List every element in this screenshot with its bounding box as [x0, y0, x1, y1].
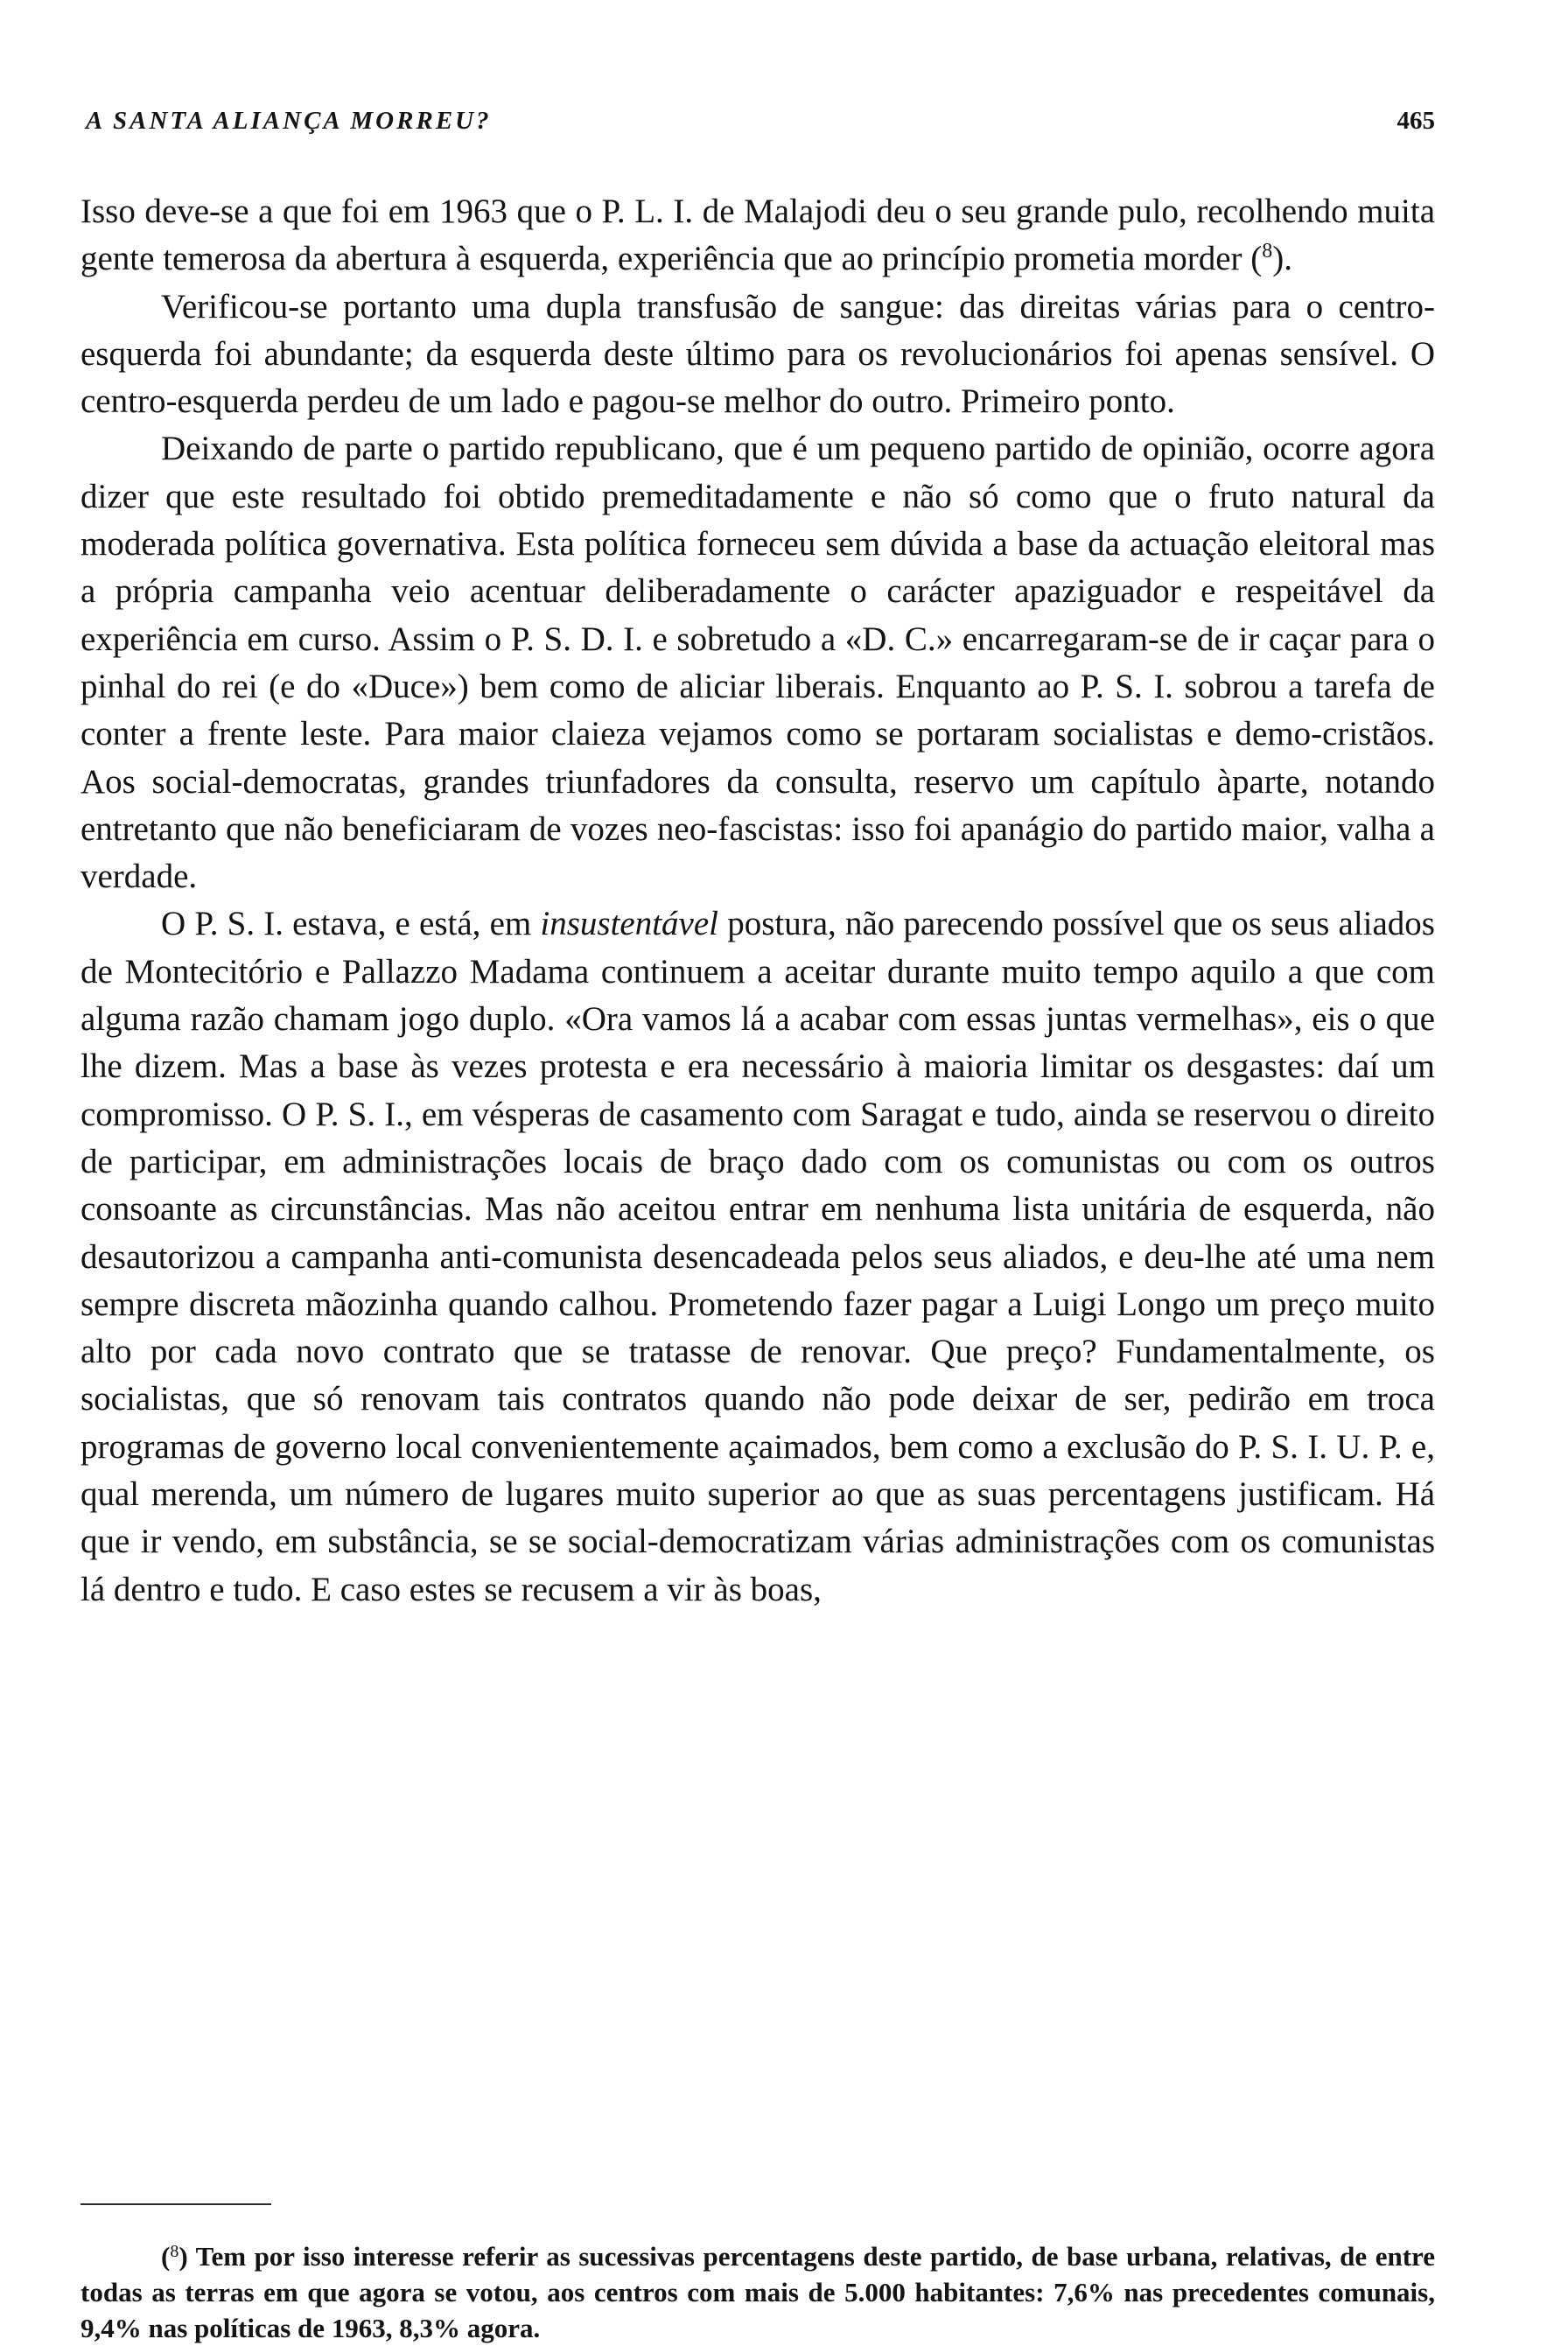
footnote-reference: 8 — [1262, 240, 1273, 263]
footnote-divider — [80, 2203, 271, 2205]
paragraph-text: Isso deve-se a que foi em 1963 que o P. L. I. de Malajodi deu o seu grande pulo, recolhendo muita gente temerosa da abertura à esquerda, experiência que ao princípio prometia morder ( — [80, 193, 1435, 278]
footnote-paren-open: ( — [161, 2241, 171, 2272]
running-title: A SANTA ALIANÇA MORREU? — [86, 107, 492, 135]
paragraph-text: ). — [1272, 240, 1293, 278]
book-page — [80, 0, 1435, 2343]
paragraph-3: Deixando de parte o partido republicano, que é um pequeno partido de opinião, ocorre agora dizer que este resultado foi obtido premeditadamente e não só como que o fruto natural da moderada política governativa. Esta política forneceu sem dúvida a base da actuação eleitoral mas a própria campanha veio acentuar deliberadamente o carácter apaziguador e respeitável da experiência em curso. Assim o P. S. D. I. e sobretudo a «D. C.» encarregaram-se de ir caçar para o pinhal do rei (e do «Duce») bem como de aliciar liberais. Enquanto ao P. S. I. sobrou a tarefa de conter a frente leste. Para maior claieza vejamos como se portaram socialistas e demo-cristãos. Aos social-democratas, grandes triunfadores da consulta, reservo um capítulo àparte, notando entretanto que não beneficiaram de vozes neo-fascistas: isso foi apanágio do partido maior, valha a verdade. — [80, 430, 1435, 896]
paragraph-1 — [80, 188, 1435, 284]
footnote — [80, 2238, 1435, 2346]
page-header — [80, 107, 1435, 142]
paragraph-4 — [80, 900, 1435, 1613]
paragraph-text: postura, não parecendo possível que os seus aliados de Montecitório e Pallazzo Madama continuem a aceitar durante muito tempo aquilo a que com alguma razão chamam jogo duplo. «Ora vamos lá a acabar com essas juntas vermelhas», eis o que lhe dizem. Mas a base às vezes protesta e era necessário à maioria limitar os desgastes: daí um compromisso. O P. S. I., em vésperas de casamento com Saragat e tudo, ainda se reservou o direito de participar, em administrações locais de braço dado com os comunistas ou com os outros consoante as circunstâncias. Mas não aceitou entrar em nenhuma lista unitária de esquerda, não desautorizou a campanha anti-comunista desencadeada pelos seus aliados, e deu-lhe até uma nem sempre discreta mãozinha quando calhou. Prometendo fazer pagar a Luigi Longo um preço muito alto por cada novo contrato que se tratasse de renovar. Que preço? Fundamentalmente, os socialistas, que só renovam tais contratos quando não pode deixar de ser, pedirão em troca programas de governo local convenientemente açaimados, bem como a exclusão do P. S. I. U. P. e, qual merenda, um número de lugares muito superior ao que as suas percentagens justificam. Há que ir vendo, em substância, se se social-democratizam várias administrações com os comunistas lá dentro e tudo. E caso estes se recusem a vir às boas, — [80, 905, 1435, 1608]
emphasized-word: insustentável — [540, 905, 719, 943]
body-text — [80, 188, 1435, 1614]
paragraph-2: Verificou-se portanto uma dupla transfusão de sangue: das direitas várias para o centro-esquerda foi abundante; da esquerda deste último para os revolucionários foi apenas sensível. O centro-esquerda perdeu de um lado e pagou-se melhor do outro. Primeiro ponto. — [80, 287, 1435, 421]
footnote-marker — [161, 2241, 188, 2272]
footnote-paren-close: ) — [178, 2241, 188, 2272]
paragraph-text: O P. S. I. estava, e está, em — [161, 905, 541, 943]
footnote-number: 8 — [170, 2242, 179, 2261]
footnote-text: Tem por isso interesse referir as sucessivas percentagens deste partido, de base urbana, relativas, de entre todas as terras em que agora se votou, aos centros com mais de 5.000 habitantes: 7,6% nas precedentes comunais, 9,4% nas políticas de 1963, 8,3% agora. — [80, 2241, 1435, 2343]
page-number: 465 — [1396, 107, 1435, 135]
